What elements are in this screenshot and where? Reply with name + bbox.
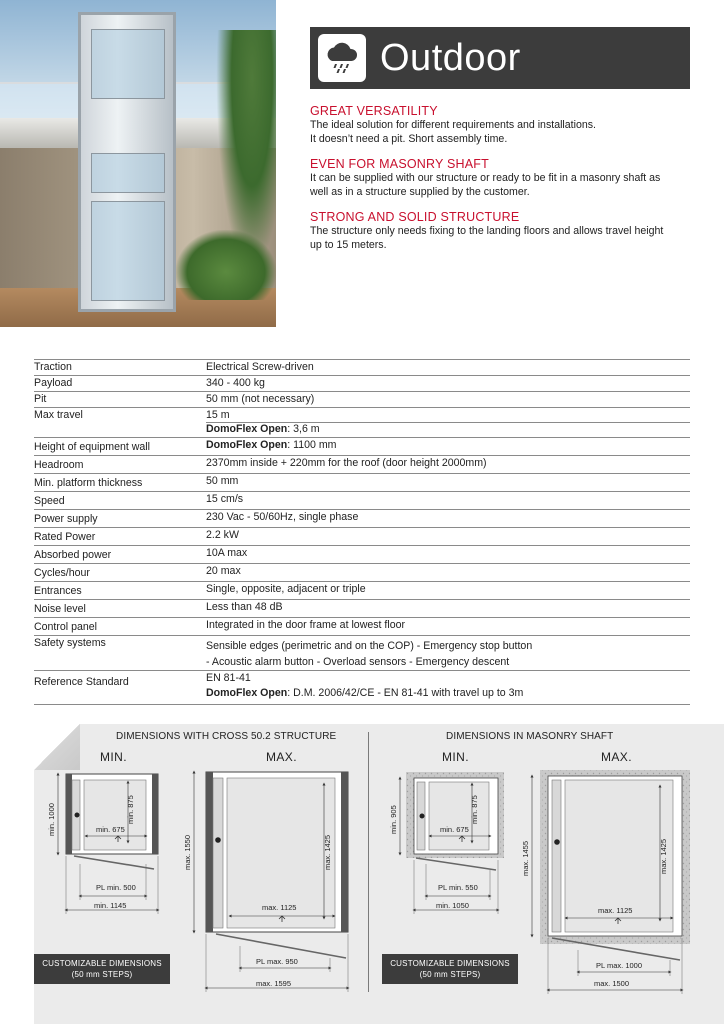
table-row: Noise level Less than 48 dB — [34, 600, 690, 618]
label-min: MIN. — [100, 750, 127, 764]
dim-depth: min. 875 — [470, 795, 479, 824]
feature-versatility — [310, 104, 690, 146]
table-row: Absorbed power 10A max — [34, 546, 690, 564]
section-title-masonry: DIMENSIONS IN MASONRY SHAFT — [446, 731, 614, 742]
features-list — [310, 104, 690, 264]
diagram-masonry-max — [521, 770, 690, 994]
table-row: Power supply 230 Vac - 50/60Hz, single phase — [34, 510, 690, 528]
dim-outer-width: min. 1145 — [94, 901, 127, 910]
photo-lift-pane — [91, 29, 165, 99]
rain-cloud-icon — [318, 34, 366, 82]
photo-lift-pane — [91, 153, 165, 193]
table-row: Pit 50 mm (not necessary) — [34, 392, 690, 408]
table-row: Min. platform thickness 50 mm — [34, 474, 690, 492]
photo-plant — [176, 230, 276, 300]
feature-solid-structure — [310, 210, 690, 252]
table-row: Max travel 15 m DomoFlex Open: 3,6 m — [34, 408, 690, 438]
table-row: Cycles/hour 20 max — [34, 564, 690, 582]
table-row: Payload 340 - 400 kg — [34, 376, 690, 392]
dim-outer-width: max. 1595 — [256, 979, 292, 988]
dim-height: max. 1455 — [521, 840, 530, 876]
table-row: Height of equipment wall DomoFlex Open: 1100 mm — [34, 438, 690, 456]
product-photo — [0, 0, 276, 327]
label-min: MIN. — [442, 750, 469, 764]
dim-height: min. 905 — [389, 805, 398, 834]
specs-table — [34, 359, 690, 705]
diagram-structure-min — [47, 774, 158, 914]
table-row: Traction Electrical Screw-driven — [34, 360, 690, 376]
dim-height: min. 1000 — [47, 803, 56, 836]
dimensions-panel — [34, 724, 724, 1024]
table-row: Control panel Integrated in the door frame at lowest floor — [34, 618, 690, 636]
diagram-structure-max — [183, 772, 348, 992]
table-row: Entrances Single, opposite, adjacent or triple — [34, 582, 690, 600]
feature-title: STRONG AND SOLID STRUCTURE — [310, 210, 520, 225]
dim-inner-width: min. 675 — [96, 825, 125, 834]
page-title: Outdoor — [380, 36, 521, 79]
dim-depth: max. 1425 — [659, 838, 668, 874]
photo-lift-door — [91, 201, 165, 301]
feature-text: The ideal solution for different requirements and installations. It doesn’t need a pit. Short assembly time. — [310, 119, 597, 145]
dim-height: max. 1550 — [183, 834, 192, 870]
table-row: Speed 15 cm/s — [34, 492, 690, 510]
dim-platform: PL max. 950 — [256, 957, 298, 966]
dim-inner-width: min. 675 — [440, 825, 469, 834]
dim-platform: PL min. 500 — [96, 883, 136, 892]
label-max: MAX. — [266, 750, 297, 764]
feature-title: GREAT VERSATILITY — [310, 104, 438, 118]
table-row: Safety systems Sensible edges (perimetric and on the COP) - Emergency stop button - Acoustic alarm button - Overload sensors - Emergency descent — [34, 636, 690, 671]
photo-lift-tower — [78, 12, 176, 312]
dim-platform: PL min. 550 — [438, 883, 478, 892]
feature-masonry-shaft — [310, 157, 690, 199]
dim-inner-width: max. 1125 — [262, 903, 297, 912]
dim-outer-width: max. 1500 — [594, 979, 630, 988]
section-title-structure: DIMENSIONS WITH CROSS 50.2 STRUCTURE — [116, 731, 337, 742]
dim-platform: PL max. 1000 — [596, 961, 642, 970]
customizable-badge: CUSTOMIZABLE DIMENSIONS (50 mm STEPS) — [382, 954, 518, 984]
dim-depth: max. 1425 — [323, 834, 332, 870]
diagram-masonry-min — [389, 772, 504, 914]
customizable-badge: CUSTOMIZABLE DIMENSIONS (50 mm STEPS) — [34, 954, 170, 984]
table-row: Headroom 2370mm inside + 220mm for the roof (door height 2000mm) — [34, 456, 690, 474]
dim-depth: min. 875 — [126, 795, 135, 824]
dim-outer-width: min. 1050 — [436, 901, 469, 910]
feature-text: It can be supplied with our structure or ready to be fit in a masonry shaft as well as in a structure supplied by the customer. — [310, 172, 661, 198]
dim-inner-width: max. 1125 — [598, 906, 633, 915]
label-max: MAX. — [601, 750, 632, 764]
table-row: Rated Power 2.2 kW — [34, 528, 690, 546]
table-row: Reference Standard EN 81-41 DomoFlex Open: D.M. 2006/42/CE - EN 81-41 with travel up to 3m — [34, 671, 690, 705]
title-banner — [310, 27, 690, 89]
feature-title: EVEN FOR MASONRY SHAFT — [310, 157, 489, 172]
feature-text: The structure only needs fixing to the landing floors and allows travel height up to 15 meters. — [310, 225, 664, 251]
